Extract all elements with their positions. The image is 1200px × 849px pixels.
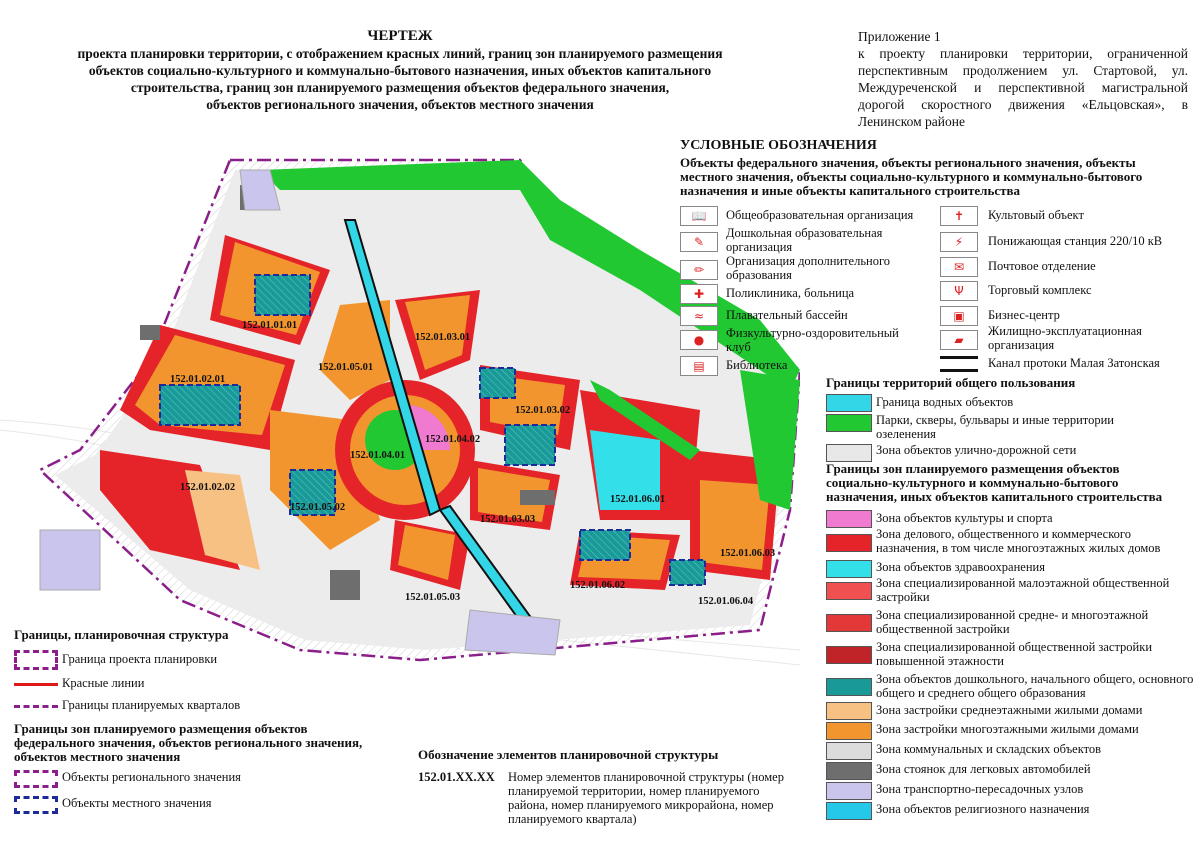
zone-swatch [826,678,872,696]
appendix-line-2: к проекту планировки территории, ограниченной перспективным продолжением ул. Стартовой, ул. Междуреченской и перспективной магистральной дорогой скоростного движения «Ельцовская», в Ленинском районе [858,46,1188,129]
title-line-2: проекта планировки территории, с отображением красных линий, границ зон планируемого размещения [77,46,723,61]
block-label: 152.01.04.02 [425,434,481,445]
block-label: 152.01.06.04 [698,596,754,607]
zone-swatch [826,582,872,600]
legend-boundaries-heading: Границы, планировочная структура [14,627,229,642]
legend-item: Библиотека [726,358,788,372]
regional-object-swatch [14,770,58,788]
legend-item: Зона объектов здравоохранения [876,560,1045,574]
church-icon: ✝ [940,206,978,226]
legend-item: Границы планируемых кварталов [62,698,241,712]
legend-objects-heading: Объекты федерального значения, объекты регионального значения, объекты местного значения, объекты социально-культурного и коммунально-бытового назначения и иные объекты капитального строительства [680,155,1143,198]
legend-item: Граница проекта планировки [62,652,218,666]
block-label: 152.01.06.01 [610,494,666,505]
shop-icon: Ψ [940,281,978,301]
title-line-1: ЧЕРТЕЖ [367,28,433,44]
zone-swatch [826,510,872,528]
books-icon: ▤ [680,356,718,376]
truck-icon: ▰ [940,330,978,350]
legend-item: Зона объектов культуры и спорта [876,511,1053,525]
title-line-4: строительства, границ зон планируемого размещения объектов федерального значения, [130,80,670,95]
zone-swatch [826,614,872,632]
red-line-swatch [14,683,58,686]
block-label: 152.01.05.03 [405,592,461,603]
block-label: 152.01.06.02 [570,580,626,591]
canal-icon [940,356,978,372]
legend-objects-zones-heading: Границы зон планируемого размещения объектов федерального значения, объектов регионального значения, объектов местного значения [14,721,363,764]
briefcase-icon: ▣ [940,306,978,326]
project-boundary-swatch [14,650,58,670]
legend-item: Объекты местного значения [62,796,212,810]
legend-item: Культовый объект [988,208,1084,222]
legend-item: Зона коммунальных и складских объектов [876,742,1102,756]
zone-swatch [826,782,872,800]
legend-item: Зона делового, общественного и коммерческого назначения, в том числе многоэтажных жилых домов [876,527,1161,555]
legend-zones-heading: Границы зон планируемого размещения объектов социально-культурного и коммунально-бытового назначения, иных объектов капитального строительства [826,461,1163,504]
appendix-line-1: Приложение 1 [858,29,941,44]
legend-item: Зона специализированной малоэтажной общественной застройки [876,576,1170,604]
substation-icon: ⚡ [940,232,978,252]
local-object-swatch [14,796,58,814]
legend-item: Зона стоянок для легковых автомобилей [876,762,1091,776]
street-swatch [826,444,872,462]
legend-item: Понижающая станция 220/10 кВ [988,234,1163,248]
ball-icon: ● [680,330,718,350]
block-label: 152.01.05.02 [290,502,346,513]
legend-public-heading: Границы территорий общего пользования [826,375,1076,390]
book-icon: 📖 [680,206,718,226]
legend-item: Зона специализированной средне- и многоэтажной общественной застройки [876,608,1149,636]
legend-item: Физкультурно-оздоровительный клуб [726,326,899,354]
structure-description: Номер элементов планировочной структуры (номер планируемой территории, номер планируемого района, номер планируемого микрорайона, номер планируемого квартала) [508,770,784,826]
block-label: 152.01.03.01 [415,332,471,343]
legend-item: Почтовое отделение [988,259,1096,273]
stroller-icon: ✎ [680,232,718,252]
legend-item: Объекты регионального значения [62,770,241,784]
block-label: 152.01.06.03 [720,548,776,559]
legend-item: Парки, скверы, бульвары и иные территории озеленения [876,413,1114,441]
block-label: 152.01.04.01 [350,450,406,461]
block-label: 152.01.02.01 [170,374,226,385]
envelope-icon: ✉ [940,257,978,277]
quarter-boundary-swatch [14,705,58,708]
block-label: 152.01.01.01 [242,320,298,331]
legend-item: Зона объектов дошкольного, начального общего, основного общего и среднего общего образования [876,672,1194,700]
legend-item: Дошкольная образовательная организация [726,226,883,254]
legend-item: Зона объектов религиозного назначения [876,802,1090,816]
block-label: 152.01.03.02 [515,405,571,416]
legend-item: Бизнес-центр [988,308,1060,322]
legend-item: Канал протоки Малая Затонская [988,356,1160,370]
title-line-5: объектов регионального значения, объектов местного значения [206,97,594,112]
legend-item: Красные линии [62,676,145,690]
zone-swatch [826,742,872,760]
structure-code: 152.01.XX.XX [418,770,495,784]
legend-item: Плавательный бассейн [726,308,848,322]
zone-swatch [826,560,872,578]
zone-swatch [826,702,872,720]
zone-swatch [826,722,872,740]
zone-swatch [826,802,872,820]
park-swatch [826,414,872,432]
legend-item: Зона застройки многоэтажными жилыми домами [876,722,1139,736]
swimmer-icon: ≈ [680,306,718,326]
appendix-note [858,28,1188,130]
legend-item: Поликлиника, больница [726,286,855,300]
legend-item: Зона объектов улично-дорожной сети [876,443,1077,457]
block-label: 152.01.02.02 [180,482,236,493]
legend-item: Зона застройки среднеэтажными жилыми домами [876,703,1143,717]
structure-heading: Обозначение элементов планировочной структуры [418,747,719,762]
legend-heading: УСЛОВНЫЕ ОБОЗНАЧЕНИЯ [680,138,877,153]
zone-swatch [826,534,872,552]
block-label: 152.01.05.01 [318,362,374,373]
legend-item: Граница водных объектов [876,395,1014,409]
legend-item: Зона специализированной общественной застройки повышенной этажности [876,640,1153,668]
zone-swatch [826,646,872,664]
pencil-icon: ✏ [680,260,718,280]
legend-item: Торговый комплекс [988,283,1092,297]
block-label: 152.01.03.03 [480,514,536,525]
legend-item: Зона транспортно-пересадочных узлов [876,782,1084,796]
cross-icon: ✚ [680,284,718,304]
zone-swatch [826,762,872,780]
title-line-3: объектов социально-культурного и коммунально-бытового назначения, иных объектов капитального [88,63,712,78]
water-swatch [826,394,872,412]
legend-item: Организация дополнительного образования [726,254,891,282]
legend-item: Жилищно-эксплуатационная организация [988,324,1142,352]
drawing-title [20,28,780,113]
legend-item: Общеобразовательная организация [726,208,914,222]
